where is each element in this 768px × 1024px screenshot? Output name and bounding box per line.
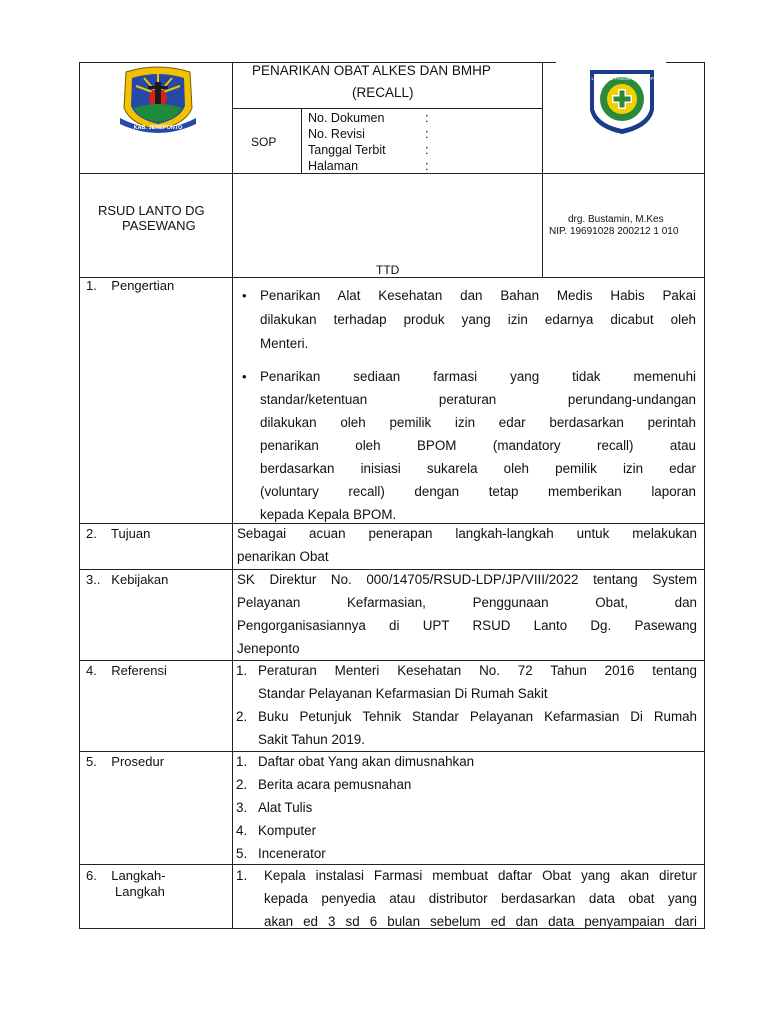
meta-colon-4: : [425,158,429,173]
referensi-item-1-num: 1. [236,663,248,678]
langkah-l1: Kepala instalasi Farmasi membuat daftar Obat yang akan diretur [264,868,697,883]
kebijakan-l1: SK Direktur No. 000/14705/RSUD-LDP/JP/VIII/2022 tentang System [237,572,697,587]
rsud-logo [578,66,666,136]
ttd-label: TTD [376,263,400,277]
langkah-l3: akan ed 3 sd 6 bulan sebelum ed dan data penyampaian dari [264,914,697,929]
doc-title-line1: PENARIKAN OBAT ALKES DAN BMHP [252,63,491,78]
bullet-icon: • [242,369,247,384]
meta-colon-3: : [425,142,429,157]
langkah-l2: kepada penyedia atau distributor berdasarkan data obat yang [264,891,697,906]
meta-dokumen-label: No. Dokumen [308,111,385,125]
pengertian-b2-l4: penarikan oleh BPOM (mandatory recall) atau [260,438,696,453]
bullet-icon: • [242,288,247,303]
kebijakan-l3: Pengorganisasiannya di UPT RSUD Lanto Dg. Pasewang [237,618,697,633]
pengertian-b1-l2: dilakukan terhadap produk yang izin edarnya dicabut oleh [260,312,696,327]
doc-title-line2: (RECALL) [352,85,414,100]
sop-label: SOP [251,135,277,149]
prosedur-item-3: Alat Tulis [258,800,313,815]
section-label-prosedur: 5. Prosedur [86,754,165,769]
signer-nip: NIP. 19691028 200212 1 010 [549,226,679,237]
meta-colon-1: : [425,110,429,125]
tujuan-l2: penarikan Obat [237,549,329,564]
signer-name: drg. Bustamin, M.Kes [568,214,664,225]
pengertian-b2-l5: berdasarkan inisiasi sukarela oleh pemilik izin edar [260,461,696,476]
pengertian-b2-l6: (voluntary recall) dengan tetap memberikan laporan [260,484,696,499]
pengertian-b1-l1: Penarikan Alat Kesehatan dan Bahan Medis Habis Pakai [260,288,696,303]
prosedur-item-1: Daftar obat Yang akan dimusnahkan [258,754,475,769]
hospital-name-line2: PASEWANG [122,218,196,233]
col-divider-1 [232,62,233,929]
sop-divider [301,108,302,173]
section-label-referensi: 4. Referensi [86,663,167,678]
prosedur-item-4-num: 4. [236,823,248,838]
referensi-item-1-l1: Peraturan Menteri Kesehatan No. 72 Tahun 2016 tentang [258,663,697,678]
prosedur-item-2: Berita acara pemusnahan [258,777,412,792]
pengertian-b2-l3: dilakukan oleh pemilik izin edar berdasarkan perintah [260,415,696,430]
section-label-kebijakan: 3.. Kebijakan [86,572,169,587]
section-label-pengertian: 1. Pengertian [86,278,175,293]
prosedur-item-4: Komputer [258,823,317,838]
prosedur-item-2-num: 2. [236,777,248,792]
section-label-langkah-2: Langkah [115,884,165,899]
pengertian-b2-l7: kepada Kepala BPOM. [260,507,397,522]
logo-left-caption: KAB. JENEPONTO [133,125,183,131]
hospital-name-line1: RSUD LANTO DG [98,203,205,218]
col-divider-2 [542,62,543,277]
title-divider [232,108,543,109]
header-divider [79,173,705,174]
referensi-item-2-num: 2. [236,709,248,724]
section-label-langkah-1: 6. Langkah- [86,868,166,883]
jeneponto-logo [116,64,200,136]
tujuan-l1: Sebagai acuan penerapan langkah-langkah untuk melakukan [237,526,697,541]
table-border-right [704,62,705,929]
table-border-left [79,62,80,929]
pengertian-b2-l1: Penarikan sediaan farmasi yang tidak memenuhi [260,369,696,384]
kebijakan-l2: Pelayanan Kefarmasian, Penggunaan Obat, dan [237,595,697,610]
prosedur-item-5-num: 5. [236,846,248,861]
meta-halaman-label: Halaman [308,159,359,173]
section-label-tujuan: 2. Tujuan [86,526,151,541]
kebijakan-l4: Jeneponto [237,641,300,656]
referensi-item-2-l2: Sakit Tahun 2019. [258,732,365,747]
prosedur-item-1-num: 1. [236,754,248,769]
referensi-item-2-l1: Buku Petunjuk Tehnik Standar Pelayanan Kefarmasian Di Rumah [258,709,697,724]
pengertian-b1-l3: Menteri. [260,336,309,351]
meta-revisi-label: No. Revisi [308,127,365,141]
prosedur-item-5: Incenerator [258,846,326,861]
langkah-item-1-num: 1. [236,868,248,883]
pengertian-b2-l2: standar/ketentuan peraturan perundang-undangan [260,392,696,407]
meta-colon-2: : [425,126,429,141]
prosedur-item-3-num: 3. [236,800,248,815]
table-border-top-right [666,62,705,63]
referensi-item-1-l2: Standar Pelayanan Kefarmasian Di Rumah Sakit [258,686,548,701]
logo-right-ring-text: RSUD LANTO DG. PASEWANG JENEPONTO [578,76,666,81]
meta-terbit-label: Tanggal Terbit [308,143,386,157]
